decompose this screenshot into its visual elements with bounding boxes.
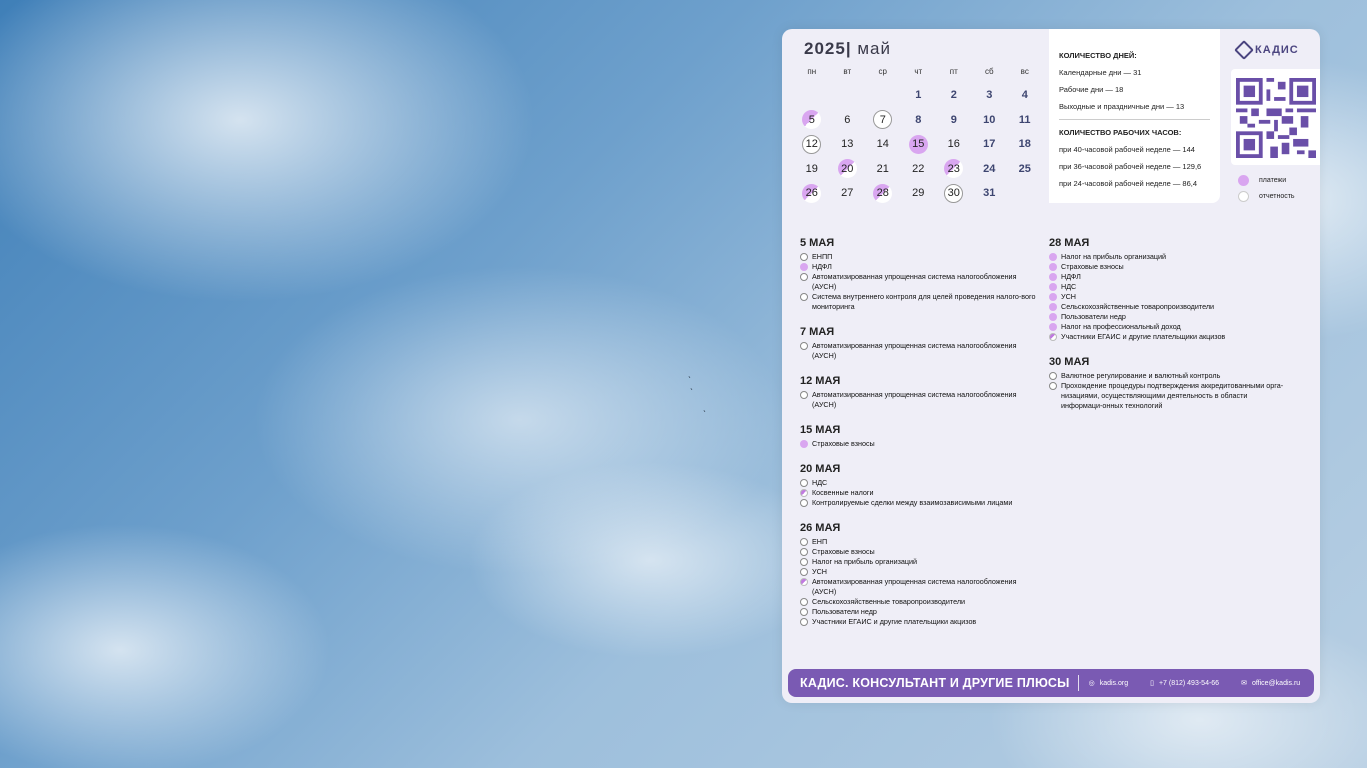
event-group bbox=[800, 326, 1040, 361]
event-text: Автоматизированная упрощенная система налогообложения (АУСН) bbox=[812, 390, 1017, 409]
footer-brand: КАДИС. КОНСУЛЬТАНТ И ДРУГИЕ ПЛЮСЫ bbox=[800, 676, 1070, 690]
event-item bbox=[1049, 322, 1289, 332]
event-text: Сельскохозяйственные товаропроизводители bbox=[1061, 302, 1215, 311]
event-text: Косвенные налоги bbox=[812, 488, 874, 497]
event-item bbox=[800, 547, 1040, 557]
day-number: 1 bbox=[915, 89, 922, 102]
event-date: 12 МАЯ bbox=[800, 375, 841, 387]
calendar-day[interactable] bbox=[794, 108, 830, 133]
hours-24: при 24-часовой рабочей неделе — 86,4 bbox=[1059, 179, 1198, 188]
day-number: 18 bbox=[1018, 138, 1031, 151]
calendar-day[interactable] bbox=[865, 157, 901, 182]
footer-site-link[interactable] bbox=[1089, 679, 1129, 687]
calendar-day[interactable] bbox=[972, 83, 1008, 108]
event-text: УСН bbox=[1061, 292, 1076, 301]
globe-icon: ◎ bbox=[1088, 680, 1095, 687]
event-text: УСН bbox=[812, 567, 827, 576]
event-text: Автоматизированная упрощенная система налогообложения (АУСН) bbox=[812, 577, 1017, 596]
report-dot-icon bbox=[1049, 372, 1057, 380]
weekday-header bbox=[794, 67, 1044, 81]
day-number bbox=[1015, 184, 1034, 203]
calendar-month: май bbox=[857, 39, 891, 58]
event-item bbox=[800, 498, 1040, 508]
event-text: ЕНПП bbox=[812, 252, 833, 261]
event-item bbox=[800, 478, 1040, 488]
day-number: 5 bbox=[802, 110, 821, 129]
footer-email-link[interactable] bbox=[1241, 679, 1300, 687]
event-text: Контролируемые сделки между взаимозависимыми лицами bbox=[812, 498, 1013, 507]
phone-icon: ▯ bbox=[1150, 680, 1154, 687]
event-item bbox=[800, 390, 1040, 410]
qr-code-icon bbox=[1236, 78, 1316, 158]
event-text: НДФЛ bbox=[1061, 272, 1081, 281]
event-date: 5 МАЯ bbox=[800, 237, 835, 249]
calendar-day[interactable] bbox=[1007, 132, 1043, 157]
report-dot-icon bbox=[800, 618, 808, 626]
payment-dot-icon bbox=[1049, 303, 1057, 311]
event-item bbox=[800, 577, 1040, 597]
day-number: 4 bbox=[1021, 89, 1028, 102]
legend-reports bbox=[1238, 191, 1295, 202]
event-item bbox=[1049, 292, 1289, 302]
mixed-dot-icon bbox=[800, 578, 808, 586]
calendar-day[interactable] bbox=[936, 181, 972, 206]
event-group bbox=[800, 237, 1040, 312]
calendar-day[interactable] bbox=[936, 132, 972, 157]
report-dot-icon bbox=[800, 253, 808, 261]
divider bbox=[1059, 119, 1210, 120]
event-item bbox=[1049, 332, 1289, 342]
day-number: 27 bbox=[841, 187, 854, 200]
calendar-day[interactable] bbox=[901, 132, 937, 157]
report-dot-icon bbox=[1238, 191, 1249, 202]
report-dot-icon bbox=[800, 273, 808, 281]
day-number: 20 bbox=[838, 159, 857, 178]
day-number: 21 bbox=[876, 162, 889, 175]
event-item bbox=[800, 272, 1040, 292]
event-text: НДС bbox=[812, 478, 828, 487]
event-group bbox=[800, 424, 1040, 449]
event-text: Сельскохозяйственные товаропроизводители bbox=[812, 597, 966, 606]
payment-dot-icon bbox=[1049, 313, 1057, 321]
event-date: 15 МАЯ bbox=[800, 424, 841, 436]
day-number: 16 bbox=[947, 138, 960, 151]
weekday-label: вт bbox=[843, 67, 852, 76]
event-item bbox=[1049, 252, 1289, 262]
day-number: 3 bbox=[986, 89, 993, 102]
report-dot-icon bbox=[800, 391, 808, 399]
calendar-day[interactable] bbox=[830, 181, 866, 206]
calendar-day[interactable] bbox=[901, 83, 937, 108]
logo-text: КАДИС bbox=[1255, 44, 1299, 56]
day-number: 28 bbox=[873, 184, 892, 203]
weekday-label: чт bbox=[914, 67, 923, 76]
calendar-day[interactable] bbox=[865, 181, 901, 206]
payment-dot-icon bbox=[1238, 175, 1249, 186]
calendar-day[interactable] bbox=[972, 132, 1008, 157]
payment-dot-icon bbox=[1049, 323, 1057, 331]
hours-40: при 40-часовой рабочей неделе — 144 bbox=[1059, 145, 1195, 154]
event-group bbox=[1049, 237, 1289, 342]
report-dot-icon bbox=[800, 558, 808, 566]
day-number: 31 bbox=[983, 187, 996, 200]
legend-payments bbox=[1238, 175, 1295, 186]
day-number: 8 bbox=[915, 113, 922, 126]
day-number: 24 bbox=[983, 162, 996, 175]
footer-site: kadis.org bbox=[1099, 679, 1129, 687]
days-grid bbox=[794, 83, 1044, 206]
event-group bbox=[1049, 356, 1289, 411]
report-dot-icon bbox=[800, 608, 808, 616]
weekday-label: пн bbox=[807, 67, 817, 76]
event-text: Автоматизированная упрощенная система налогообложения (АУСН) bbox=[812, 272, 1017, 291]
calendar-day[interactable] bbox=[901, 157, 937, 182]
report-dot-icon bbox=[800, 499, 808, 507]
legend-reports-label: отчетность bbox=[1259, 193, 1295, 200]
day-number: 30 bbox=[944, 184, 963, 203]
footer-email: office@kadis.ru bbox=[1251, 679, 1301, 687]
event-item bbox=[800, 439, 1040, 449]
holidays: Выходные и праздничные дни — 13 bbox=[1059, 102, 1185, 111]
working-days: Рабочие дни — 18 bbox=[1059, 85, 1124, 94]
bird-icon: ˎ bbox=[690, 380, 694, 391]
weekday-label: пт bbox=[949, 67, 958, 76]
event-item bbox=[800, 617, 1040, 627]
report-dot-icon bbox=[800, 293, 808, 301]
calendar-title: 2025| май bbox=[804, 39, 891, 58]
event-text: Пользователи недр bbox=[812, 607, 877, 616]
footer-phone[interactable] bbox=[1150, 679, 1219, 687]
calendar-day[interactable] bbox=[830, 132, 866, 157]
report-dot-icon bbox=[800, 538, 808, 546]
calendar-day[interactable] bbox=[972, 157, 1008, 182]
calendar-day[interactable] bbox=[830, 157, 866, 182]
payment-dot-icon bbox=[1049, 253, 1057, 261]
stats-box bbox=[1049, 29, 1220, 203]
event-date: 20 МАЯ bbox=[800, 463, 841, 475]
days-title: КОЛИЧЕСТВО ДНЕЙ: bbox=[1059, 51, 1137, 60]
calendar-day[interactable] bbox=[865, 132, 901, 157]
day-number: 15 bbox=[909, 135, 928, 154]
kadis-logo bbox=[1237, 43, 1299, 57]
event-text: Участники ЕГАИС и другие плательщики акцизов bbox=[812, 617, 977, 626]
event-item bbox=[800, 262, 1040, 272]
event-date: 7 МАЯ bbox=[800, 326, 835, 338]
report-dot-icon bbox=[800, 342, 808, 350]
calendar-days: Календарные дни — 31 bbox=[1059, 68, 1142, 77]
event-group bbox=[800, 463, 1040, 508]
calendar-day[interactable] bbox=[1007, 108, 1043, 133]
event-item bbox=[800, 597, 1040, 607]
event-item bbox=[800, 607, 1040, 617]
event-text: Налог на прибыль организаций bbox=[812, 557, 918, 566]
day-number: 2 bbox=[950, 89, 957, 102]
calendar-day[interactable] bbox=[901, 108, 937, 133]
legend-payments-label: платежи bbox=[1259, 177, 1287, 184]
mixed-dot-icon bbox=[1049, 333, 1057, 341]
event-text: Страховые взносы bbox=[812, 547, 875, 556]
event-group bbox=[800, 522, 1040, 627]
day-number: 23 bbox=[944, 159, 963, 178]
event-item bbox=[1049, 262, 1289, 272]
calendar-day[interactable] bbox=[936, 83, 972, 108]
calendar-day[interactable] bbox=[972, 181, 1008, 206]
logo-mark-icon bbox=[1234, 40, 1254, 60]
event-text: Участники ЕГАИС и другие плательщики акцизов bbox=[1061, 332, 1226, 341]
event-date: 26 МАЯ bbox=[800, 522, 841, 534]
day-number: 11 bbox=[1018, 113, 1031, 126]
report-dot-icon bbox=[800, 479, 808, 487]
event-item bbox=[800, 341, 1040, 361]
payment-dot-icon bbox=[800, 263, 808, 271]
calendar-day[interactable] bbox=[1007, 157, 1043, 182]
calendar-day[interactable] bbox=[901, 181, 937, 206]
day-number bbox=[802, 86, 821, 105]
footer-divider bbox=[1078, 675, 1079, 691]
report-dot-icon bbox=[800, 548, 808, 556]
legend bbox=[1238, 175, 1295, 207]
calendar-year: 2025 bbox=[804, 39, 846, 58]
event-item bbox=[800, 252, 1040, 262]
event-item bbox=[1049, 371, 1289, 381]
day-number bbox=[838, 86, 857, 105]
event-text: Валютное регулирование и валютный контроль bbox=[1061, 371, 1221, 380]
events-right bbox=[1049, 237, 1289, 425]
day-number: 29 bbox=[912, 187, 925, 200]
hours-title: КОЛИЧЕСТВО РАБОЧИХ ЧАСОВ: bbox=[1059, 128, 1182, 137]
calendar-day[interactable] bbox=[794, 157, 830, 182]
day-number: 12 bbox=[802, 135, 821, 154]
event-text: Налог на профессиональный доход bbox=[1061, 322, 1181, 331]
calendar-day[interactable] bbox=[1007, 83, 1043, 108]
event-item bbox=[800, 488, 1040, 498]
calendar-day[interactable] bbox=[830, 108, 866, 133]
payment-dot-icon bbox=[1049, 293, 1057, 301]
report-dot-icon bbox=[1049, 382, 1057, 390]
report-dot-icon bbox=[800, 598, 808, 606]
calendar-day[interactable] bbox=[794, 181, 830, 206]
event-text: Пользователи недр bbox=[1061, 312, 1126, 321]
calendar-day[interactable] bbox=[865, 108, 901, 133]
report-dot-icon bbox=[800, 568, 808, 576]
day-number: 26 bbox=[802, 184, 821, 203]
event-text: Автоматизированная упрощенная система налогообложения (АУСН) bbox=[812, 341, 1017, 360]
event-date: 30 МАЯ bbox=[1049, 356, 1090, 368]
mixed-dot-icon bbox=[800, 489, 808, 497]
bird-icon: ˎ bbox=[703, 402, 707, 413]
day-number: 22 bbox=[912, 162, 925, 175]
day-number: 7 bbox=[873, 110, 892, 129]
bird-icon: ˎ bbox=[688, 368, 692, 379]
day-number: 13 bbox=[841, 138, 854, 151]
day-number: 19 bbox=[805, 162, 818, 175]
event-item bbox=[800, 292, 1040, 312]
event-text: Система внутреннего контроля для целей проведения налого-вого мониторинга bbox=[812, 292, 1036, 311]
event-group bbox=[800, 375, 1040, 410]
calendar-empty-cell bbox=[794, 83, 830, 108]
event-item bbox=[1049, 282, 1289, 292]
day-number: 25 bbox=[1018, 162, 1031, 175]
event-text: НДФЛ bbox=[812, 262, 832, 271]
payment-dot-icon bbox=[1049, 263, 1057, 271]
calendar-empty-cell bbox=[1007, 181, 1043, 206]
payment-dot-icon bbox=[800, 440, 808, 448]
event-date: 28 МАЯ bbox=[1049, 237, 1090, 249]
event-item bbox=[1049, 381, 1289, 411]
event-item bbox=[1049, 302, 1289, 312]
calendar-day[interactable] bbox=[936, 108, 972, 133]
event-text: Налог на прибыль организаций bbox=[1061, 252, 1167, 261]
calendar-panel bbox=[782, 29, 1320, 703]
event-text: НДС bbox=[1061, 282, 1077, 291]
mail-icon: ✉ bbox=[1241, 680, 1247, 687]
qr-code[interactable] bbox=[1231, 69, 1320, 165]
calendar-day[interactable] bbox=[972, 108, 1008, 133]
month-calendar bbox=[794, 39, 1044, 206]
day-number: 9 bbox=[950, 113, 957, 126]
weekday-label: ср bbox=[878, 67, 887, 76]
calendar-empty-cell bbox=[865, 83, 901, 108]
day-number bbox=[873, 86, 892, 105]
event-text: ЕНП bbox=[812, 537, 828, 546]
hours-36: при 36-часовой рабочей неделе — 129,6 bbox=[1059, 162, 1202, 171]
footer-phone-text: +7 (812) 493-54-66 bbox=[1158, 679, 1220, 687]
event-item bbox=[800, 537, 1040, 547]
day-number: 6 bbox=[844, 113, 851, 126]
payment-dot-icon bbox=[1049, 273, 1057, 281]
calendar-empty-cell bbox=[830, 83, 866, 108]
day-number: 10 bbox=[983, 113, 996, 126]
weekday-label: сб bbox=[984, 67, 994, 76]
event-item bbox=[800, 557, 1040, 567]
payment-dot-icon bbox=[1049, 283, 1057, 291]
day-number: 17 bbox=[983, 138, 996, 151]
event-item bbox=[1049, 312, 1289, 322]
event-text: Страховые взносы bbox=[812, 439, 875, 448]
event-item bbox=[800, 567, 1040, 577]
calendar-day[interactable] bbox=[794, 132, 830, 157]
weekday-label: вс bbox=[1020, 67, 1029, 76]
event-item bbox=[1049, 272, 1289, 282]
events-left bbox=[800, 237, 1040, 641]
day-number: 14 bbox=[876, 138, 889, 151]
footer-bar bbox=[788, 669, 1314, 697]
event-text: Страховые взносы bbox=[1061, 262, 1124, 271]
event-text: Прохождение процедуры подтверждения аккредитованными орга-низациями, осуществляющими деятельность в области информаци-онных технологий bbox=[1061, 381, 1284, 410]
calendar-day[interactable] bbox=[936, 157, 972, 182]
